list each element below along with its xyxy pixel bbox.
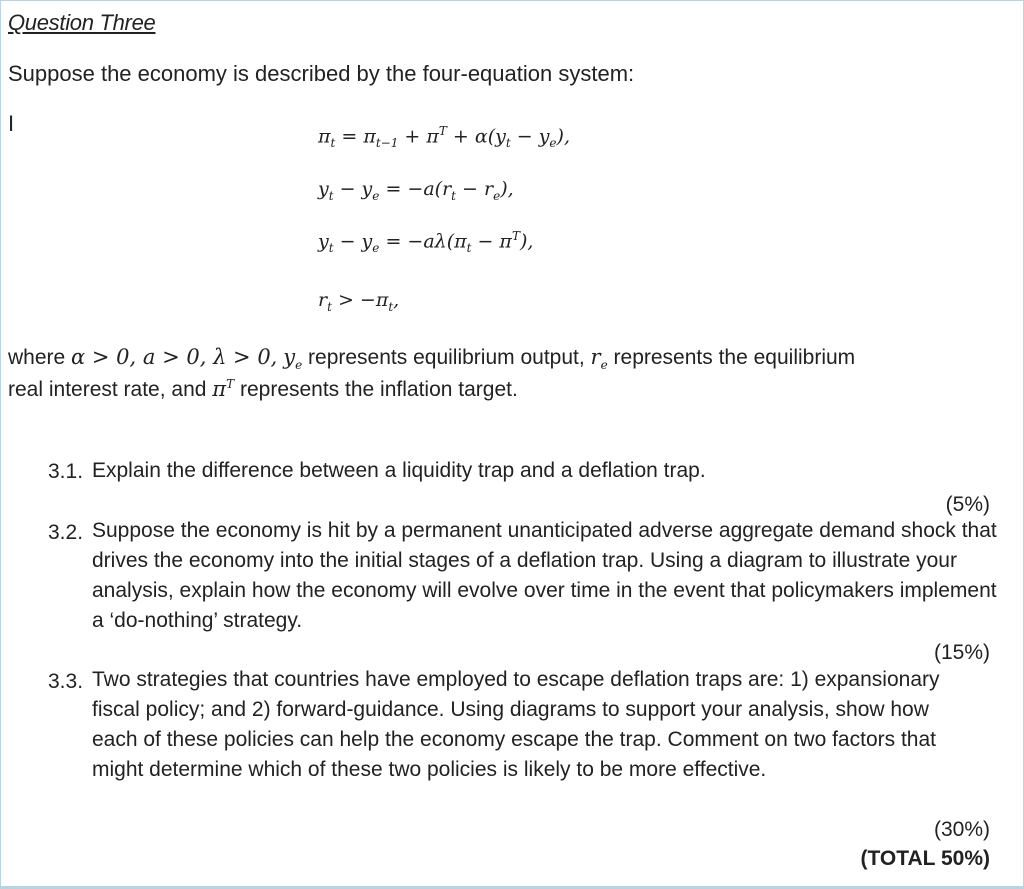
parameter-conditions: α > 0, a > 0, λ > 0, <box>71 345 278 369</box>
equation-4: $r_t > -\pi_t$, <box>318 289 400 314</box>
equation-3: $y_t - y_e = -a\lambda(\pi_t - \pi^T)$, <box>318 229 534 256</box>
equation-1: $\pi_t = \pi_{t-1} + \pi^T + \alpha(y_t - y_e)$, <box>318 124 570 151</box>
intro-text: Suppose the economy is described by the four-equation system: <box>8 61 635 86</box>
conditions-paragraph-line-1: where α > 0, a > 0, λ > 0, $y_e$ represents equilibrium output, $r_e$ represents the equilibrium <box>8 345 856 373</box>
question-3-1-number: 3.1. <box>48 460 84 483</box>
question-3-3-text: Two strategies that countries have employed to escape deflation traps are: 1) expansionary fiscal policy; and 2) forward-guidance. Using diagrams to support your analysis, show how each of these policies can help the economy escape the trap. Comment on two factors that might determine which of these two policies is likely to be more effective. <box>92 668 940 781</box>
question-3-1-text: Explain the difference between a liquidity trap and a deflation trap. <box>92 459 706 482</box>
question-3-3-number: 3.3. <box>48 670 84 693</box>
text-cursor: I <box>8 111 15 136</box>
question-3-2-text: Suppose the economy is hit by a permanent unanticipated adverse aggregate demand shock that drives the economy into the initial stages of a deflation trap. Using a diagram to illustrate your analysis, explain how the economy will evolve over time in the event that policymakers implement a ‘do-nothing’ strategy. <box>92 519 997 632</box>
question-3-1-mark: (5%) <box>945 493 990 516</box>
question-3-2-number: 3.2. <box>48 521 84 544</box>
question-3-2-mark: (15%) <box>933 641 990 664</box>
question-heading: Question Three <box>8 10 156 35</box>
question-3-3-mark: (30%) <box>933 818 990 841</box>
conditions-paragraph-line-2: real interest rate, and $\pi^T$ represents the inflation target. <box>8 377 518 401</box>
total-mark: (TOTAL 50%) <box>860 847 990 870</box>
equation-2: $y_t - y_e = -a(r_t - r_e)$, <box>318 178 514 203</box>
